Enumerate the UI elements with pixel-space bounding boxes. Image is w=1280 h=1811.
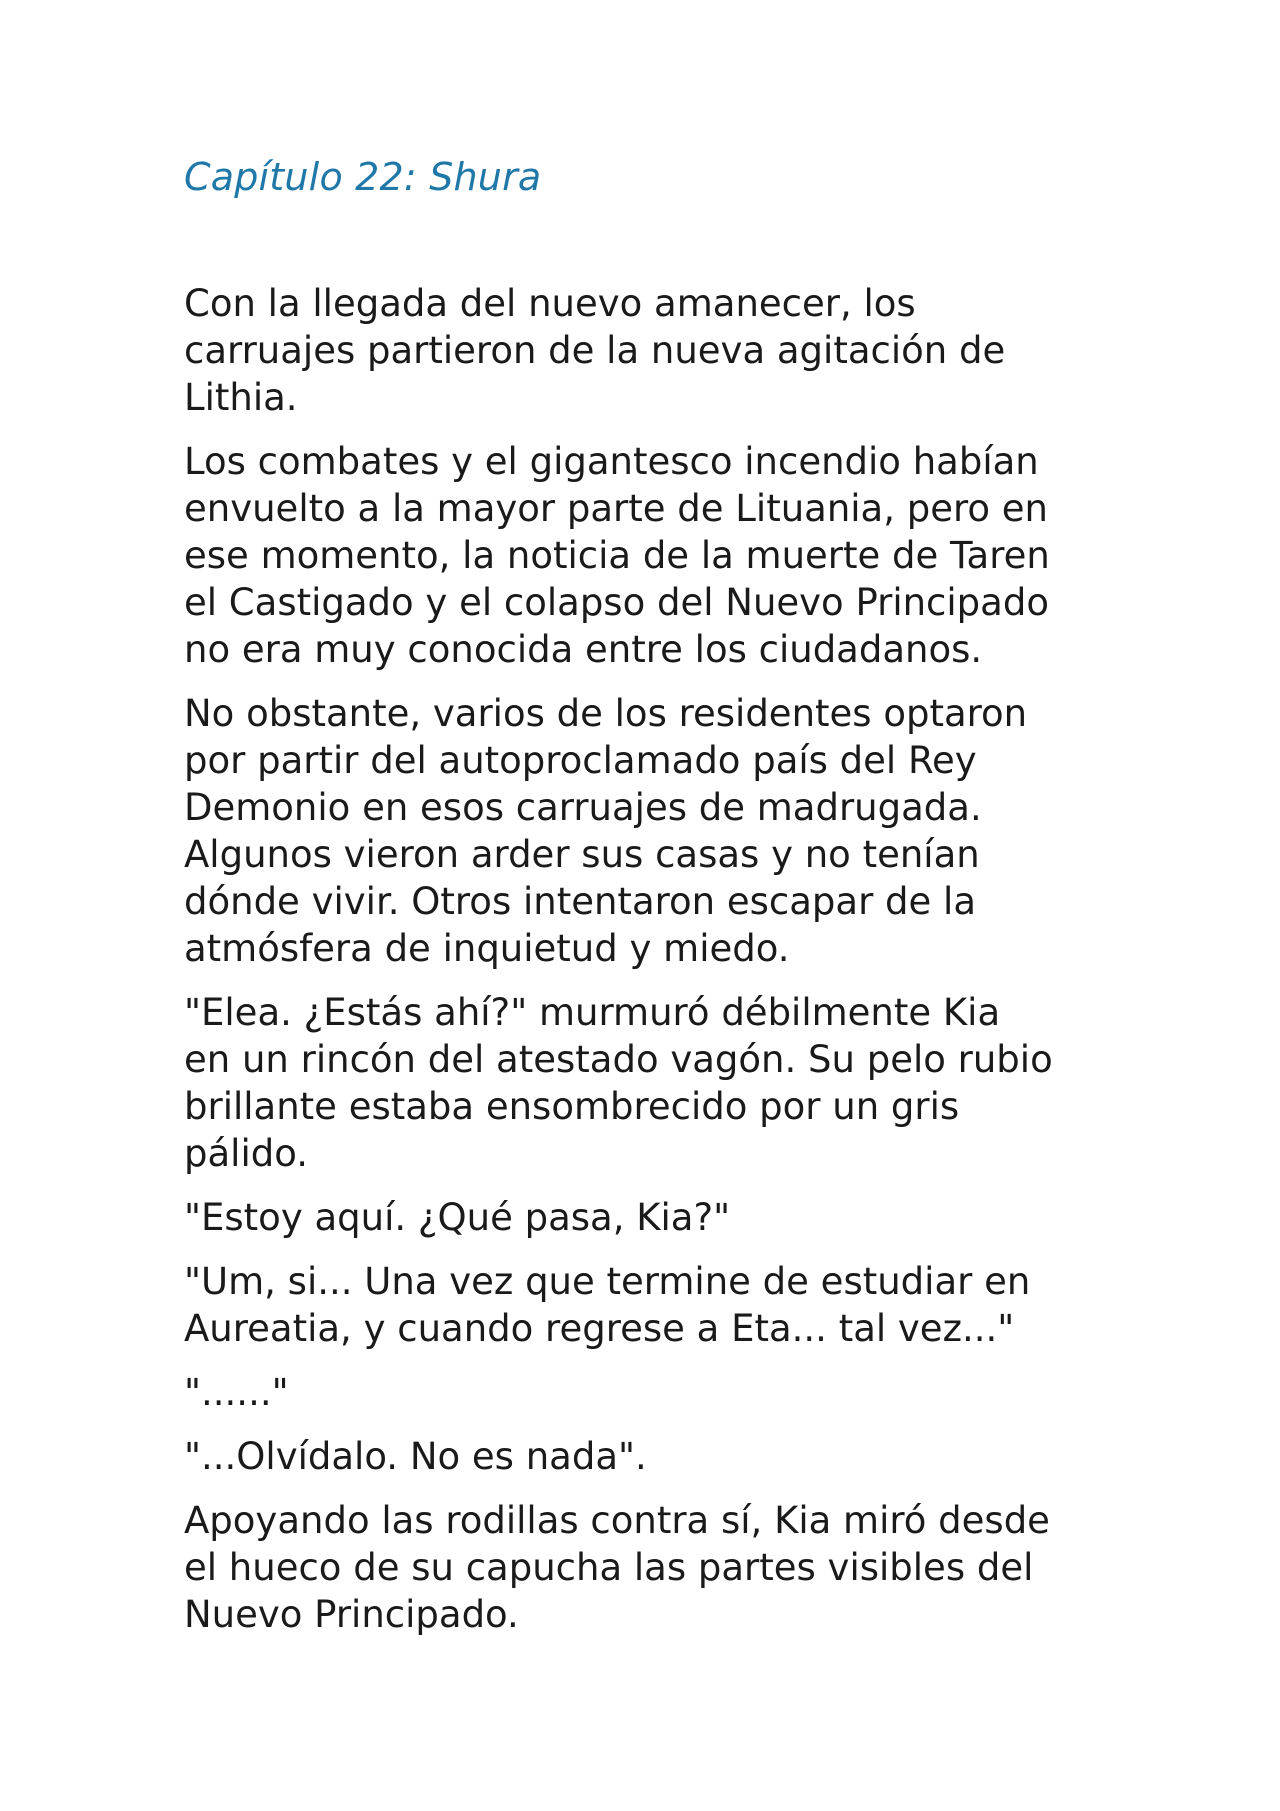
paragraph xyxy=(184,690,1120,972)
text-line: por partir del autoproclamado país del Rey xyxy=(184,739,977,782)
text-line: envuelto a la mayor parte de Lituania, pero en xyxy=(184,487,1049,530)
text-line: "Elea. ¿Estás ahí?" murmuró débilmente Kia xyxy=(184,991,1001,1034)
text-line: Con la llegada del nuevo amanecer, los xyxy=(184,282,916,325)
paragraph xyxy=(184,438,1120,673)
paragraph xyxy=(184,280,1120,421)
text-line: Lithia. xyxy=(184,376,298,419)
paragraph xyxy=(184,1258,1120,1352)
paragraph xyxy=(184,989,1120,1177)
paragraph xyxy=(184,1433,1120,1480)
text-line: Los combates y el gigantesco incendio habían xyxy=(184,440,1039,483)
text-line: "......" xyxy=(184,1371,289,1414)
paragraph xyxy=(184,1194,1120,1241)
text-line: ese momento, la noticia de la muerte de Taren xyxy=(184,534,1050,577)
text-line: "Um, si... Una vez que termine de estudiar en xyxy=(184,1260,1031,1303)
text-line: el Castigado y el colapso del Nuevo Principado xyxy=(184,581,1049,624)
text-line: atmósfera de inquietud y miedo. xyxy=(184,927,790,970)
text-line: brillante estaba ensombrecido por un gris xyxy=(184,1085,960,1128)
text-line: Algunos vieron arder sus casas y no tenían xyxy=(184,833,980,876)
text-line: Apoyando las rodillas contra sí, Kia miró desde xyxy=(184,1499,1050,1542)
paragraph xyxy=(184,1369,1120,1416)
text-line: en un rincón del atestado vagón. Su pelo rubio xyxy=(184,1038,1053,1081)
text-line: carruajes partieron de la nueva agitación de xyxy=(184,329,1006,372)
text-line: Nuevo Principado. xyxy=(184,1593,519,1636)
text-line: Aureatia, y cuando regrese a Eta... tal vez..." xyxy=(184,1307,1015,1350)
paragraph xyxy=(184,1497,1120,1638)
text-line: dónde vivir. Otros intentaron escapar de la xyxy=(184,880,977,923)
text-line: "...Olvídalo. No es nada". xyxy=(184,1435,647,1478)
text-line: el hueco de su capucha las partes visibles del xyxy=(184,1546,1034,1589)
chapter-body xyxy=(184,280,1120,1638)
text-line: Demonio en esos carruajes de madrugada. xyxy=(184,786,982,829)
text-line: "Estoy aquí. ¿Qué pasa, Kia?" xyxy=(184,1196,731,1239)
text-line: no era muy conocida entre los ciudadanos. xyxy=(184,628,983,671)
chapter-title: Capítulo 22: Shura xyxy=(184,155,542,199)
text-line: No obstante, varios de los residentes optaron xyxy=(184,692,1028,735)
text-line: pálido. xyxy=(184,1132,308,1175)
